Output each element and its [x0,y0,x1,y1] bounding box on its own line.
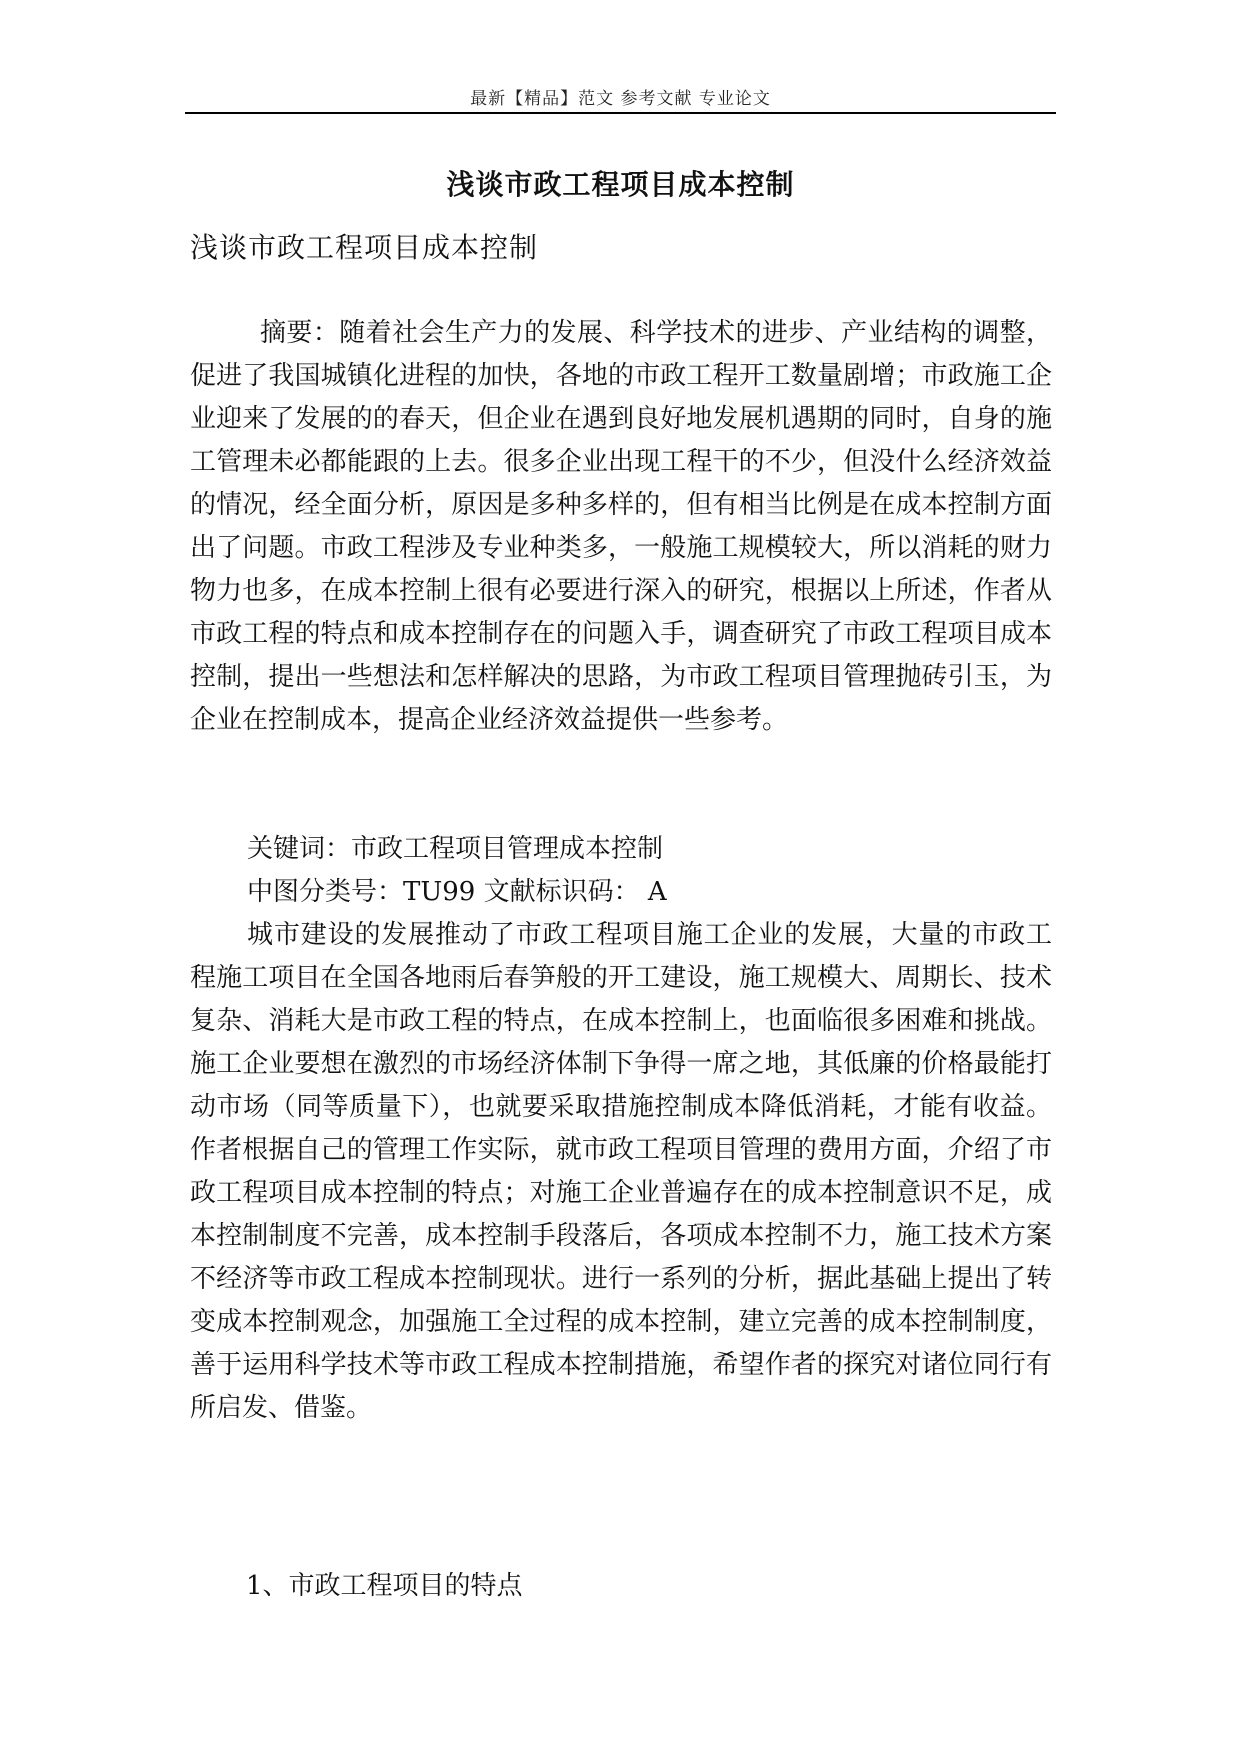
section-heading: 1、市政工程项目的特点 [246,1571,523,1601]
abstract-block [190,312,1052,742]
header-divider [185,112,1056,114]
classification-line: 中图分类号：TU99 文献标识码： A [247,877,667,907]
abstract-paragraph: 摘要：随着社会生产力的发展、科学技术的进步、产业结构的调整，促进了我国城镇化进程的加快，各地的市政工程开工数量剧增；市政施工企业迎来了发展的的春天，但企业在遇到良好地发展机遇期的同时，自身的施工管理未必都能跟的上去。很多企业出现工程干的不少，但没什么经济效益的情况，经全面分析，原因是多种多样的，但有相当比例是在成本控制方面出了问题。市政工程涉及专业种类多，一般施工规模较大，所以消耗的财力物力也多，在成本控制上很有必要进行深入的研究，根据以上所述，作者从市政工程的特点和成本控制存在的问题入手，调查研究了市政工程项目成本控制，提出一些想法和怎样解决的思路，为市政工程项目管理抛砖引玉，为企业在控制成本，提高企业经济效益提供一些参考。 [190,318,1052,735]
running-header: 最新【精品】范文 参考文献 专业论文 [470,89,771,109]
document-subtitle: 浅谈市政工程项目成本控制 [190,231,539,264]
intro-paragraph: 城市建设的发展推动了市政工程项目施工企业的发展，大量的市政工程施工项目在全国各地雨后春笋般的开工建设，施工规模大、周期长、技术复杂、消耗大是市政工程的特点，在成本控制上，也面临很多困难和挑战。施工企业要想在激烈的市场经济体制下争得一席之地，其低廉的价格最能打动市场（同等质量下），也就要采取措施控制成本降低消耗，才能有收益。作者根据自己的管理工作实际，就市政工程项目管理的费用方面，介绍了市政工程项目成本控制的特点；对施工企业普遍存在的成本控制意识不足，成本控制制度不完善，成本控制手段落后，各项成本控制不力，施工技术方案不经济等市政工程成本控制现状。进行一系列的分析，据此基础上提出了转变成本控制观念，加强施工全过程的成本控制，建立完善的成本控制制度，善于运用科学技术等市政工程成本控制措施，希望作者的探究对诸位同行有所启发、借鉴。 [190,920,1052,1423]
main-body [190,828,1052,1430]
document-title: 浅谈市政工程项目成本控制 [446,168,795,201]
keywords-line: 关键词：市政工程项目管理成本控制 [247,834,664,864]
